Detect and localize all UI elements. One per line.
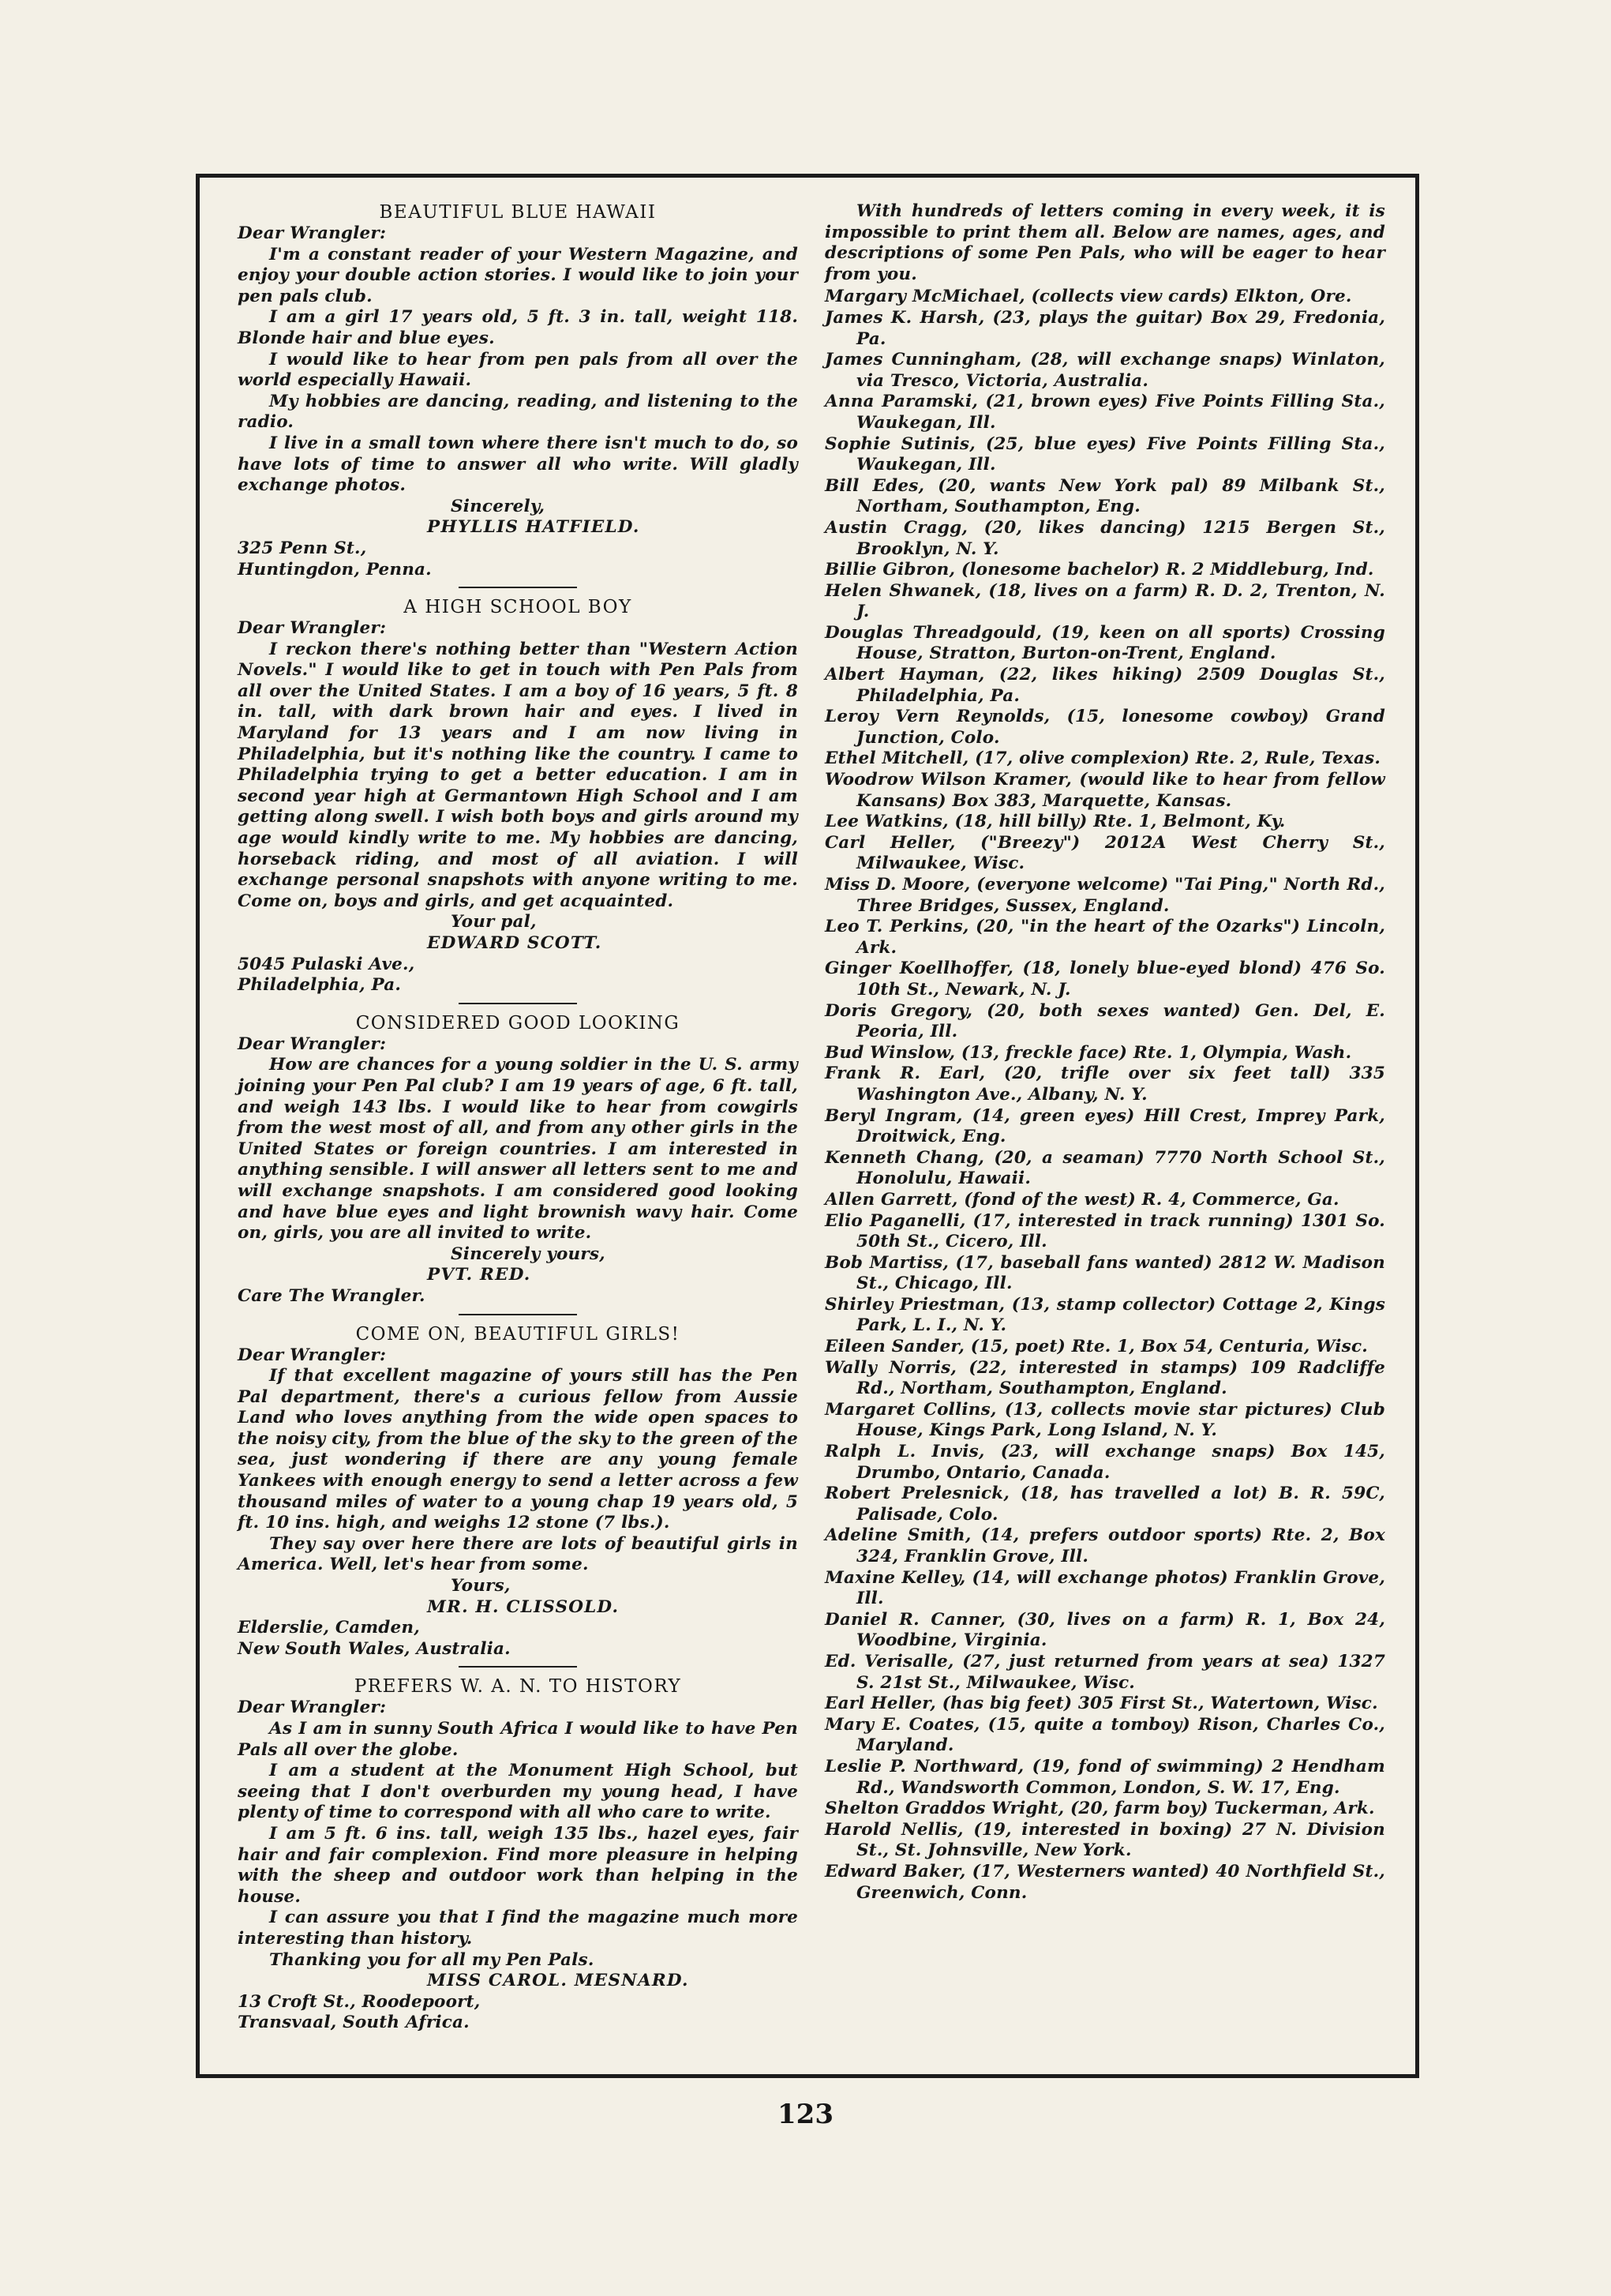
pen-pal-entry: Miss D. Moore, (everyone welcome) "Tai Ping," North Rd., Three Bridges, Sussex, England. [825, 875, 1385, 916]
section-divider [459, 1314, 577, 1315]
pen-pal-entry: Beryl Ingram, (14, green eyes) Hill Crest, Imprey Park, Droitwick, Eng. [825, 1105, 1385, 1147]
letters-container [238, 201, 798, 2034]
letter-paragraph: How are chances for a young soldier in the U. S. army joining your Pen Pal club? I am 19 years of age, 6 ft. tall, and weigh 143 lbs. I would like to hear from cowgirls from the west most of all, and from any other girls in the United States or foreign countries. I am interested in anything sensible. I will answer all letters sent to me and will exchange snapshots. I am considered good looking and have blue eyes and light brownish wavy hair. Come on, girls, you are all invited to write. [238, 1055, 798, 1244]
letter-title: CONSIDERED GOOD LOOKING [355, 1012, 680, 1034]
letter-title: A HIGH SCHOOL BOY [403, 597, 632, 618]
pen-pal-entry: Adeline Smith, (14, prefers outdoor sports) Rte. 2, Box 324, Franklin Grove, Ill. [825, 1525, 1385, 1566]
section-divider [459, 1666, 577, 1668]
letter-closing: Yours, [451, 1576, 511, 1596]
letter-address-line: New South Wales, Australia. [238, 1638, 511, 1659]
letter-paragraph: I would like to hear from pen pals from all over the world especially Hawaii. [238, 349, 798, 391]
pen-pals-column [825, 201, 1385, 1904]
pen-pal-entry: Bob Martiss, (17, baseball fans wanted) 2812 W. Madison St., Chicago, Ill. [825, 1252, 1385, 1294]
letter-paragraph: I reckon there's nothing better than "Western Action Novels." I would like to get in touch with Pen Pals from all over the United States. I am a boy of 16 years, 5 ft. 8 in. tall, with dark brown hair and eyes. I lived in Maryland for 13 years and I am now living in Philadelphia, but it's nothing like the country. I came to Philadelphia trying to get a better education. I am in second year high at Germantown High School and I am getting along swell. I wish both boys and girls around my age would kindly write to me. My hobbies are dancing, horseback riding, and most of all aviation. I will exchange personal snapshots with anyone writing to me. Come on, boys and girls, and get acquainted. [238, 639, 798, 911]
letter-paragraph: I am a girl 17 years old, 5 ft. 3 in. tall, weight 118. Blonde hair and blue eyes. [238, 307, 798, 348]
section-divider [459, 1003, 577, 1004]
pen-pal-entry: Margaret Collins, (13, collects movie star pictures) Club House, Kings Park, Long Island, N. Y. [825, 1399, 1385, 1441]
pen-pal-entry: Kenneth Chang, (20, a seaman) 7770 North School St., Honolulu, Hawaii. [825, 1147, 1385, 1189]
letter-paragraph: I am a student at the Monument High School, but seeing that I don't overburden my young head, I have plenty of time to correspond with all who care to write. [238, 1761, 798, 1823]
letter-paragraph: If that excellent magazine of yours still has the Pen Pal department, there's a curious fellow from Aussie Land who loves anything from the wide open spaces to the noisy city, from the blue of the sky to the green of the sea, just wondering if there are any young female Yankees with enough energy to send a letter across a few thousand miles of water to a young chap 19 years old, 5 ft. 10 ins. high, and weighs 12 stone (7 lbs.). [238, 1366, 798, 1533]
page-frame [196, 174, 1419, 2078]
pen-pal-entry: Maxine Kelley, (14, will exchange photos) Franklin Grove, Ill. [825, 1567, 1385, 1609]
pen-pal-entry: James Cunningham, (28, will exchange snaps) Winlaton, via Tresco, Victoria, Australia. [825, 350, 1385, 391]
pen-pal-entry: Leslie P. Northward, (19, fond of swimming) 2 Hendham Rd., Wandsworth Common, London, S. W. 17, Eng. [825, 1756, 1385, 1798]
letter-paragraph: I can assure you that I find the magazine much more interesting than history. [238, 1908, 798, 1949]
page-number: 123 [777, 2099, 834, 2130]
pen-pal-entry: Wally Norris, (22, interested in stamps) 109 Radcliffe Rd., Northam, Southampton, England. [825, 1357, 1385, 1399]
pen-pal-entry: Robert Prelesnick, (18, has travelled a lot) B. R. 59C, Palisade, Colo. [825, 1484, 1385, 1525]
pen-pal-entry: Eileen Sander, (15, poet) Rte. 1, Box 54, Centuria, Wisc. [825, 1337, 1368, 1357]
pen-pal-entry: Ed. Verisalle, (27, just returned from years at sea) 1327 S. 21st St., Milwaukee, Wisc. [825, 1651, 1385, 1693]
letter-signer: PVT. RED. [427, 1265, 531, 1285]
letter-paragraph: I am 5 ft. 6 ins. tall, weigh 135 lbs., hazel eyes, fair hair and fair complexion. Find more pleasure in helping with the sheep and outdoor work than helping in the house. [238, 1823, 798, 1907]
letter-salutation: Dear Wrangler: [238, 618, 387, 639]
pen-pals-intro: With hundreds of letters coming in every week, it is impossible to print them all. Below are names, ages, and descriptions of some Pen Pals, who will be eager to hear from you. [825, 201, 1385, 284]
letter-paragraph: Thanking you for all my Pen Pals. [269, 1949, 594, 1970]
section-divider [459, 587, 577, 588]
pen-pal-entry: Ralph L. Invis, (23, will exchange snaps) Box 145, Drumbo, Ontario, Canada. [825, 1442, 1385, 1483]
pen-pal-entry: Allen Garrett, (fond of the west) R. 4, Commerce, Ga. [825, 1189, 1339, 1210]
letter-address-line: 13 Croft St., Roodepoort, [238, 1991, 481, 2012]
pen-pal-entry: Shirley Priestman, (13, stamp collector) Cottage 2, Kings Park, L. I., N. Y. [825, 1294, 1385, 1336]
letter-salutation: Dear Wrangler: [238, 223, 387, 243]
pen-pal-entry: Elio Paganelli, (17, interested in track running) 1301 So. 50th St., Cicero, Ill. [825, 1210, 1385, 1252]
pen-pal-entry: Shelton Graddos Wright, (20, farm boy) Tuckerman, Ark. [825, 1799, 1375, 1819]
pen-pal-entry: Margary McMichael, (collects view cards) Elkton, Ore. [825, 287, 1352, 307]
letter-address-line: Elderslie, Camden, [238, 1618, 420, 1638]
letter [238, 201, 798, 580]
letter [238, 1323, 798, 1660]
letter-address-line: Transvaal, South Africa. [238, 2013, 470, 2033]
letter [238, 1675, 798, 2034]
letter [238, 1012, 798, 1307]
pen-pal-entry: Sophie Sutinis, (25, blue eyes) Five Points Filling Sta., Waukegan, Ill. [825, 433, 1385, 475]
pen-pal-entry: Edward Baker, (17, Westerners wanted) 40 Northfield St., Greenwich, Conn. [825, 1861, 1385, 1903]
pen-pal-entry: Albert Hayman, (22, likes hiking) 2509 Douglas St., Philadelphia, Pa. [825, 665, 1385, 706]
pen-pal-entry: Anna Paramski, (21, brown eyes) Five Points Filling Sta., Waukegan, Ill. [825, 392, 1385, 433]
pen-pal-entry: Earl Heller, (has big feet) 305 First St., Watertown, Wisc. [825, 1694, 1378, 1714]
pen-pal-entry: Bill Edes, (20, wants New York pal) 89 Milbank St., Northam, Southampton, Eng. [825, 475, 1385, 517]
letter-signer: PHYLLIS HATFIELD. [427, 517, 640, 538]
letter-title: BEAUTIFUL BLUE HAWAII [379, 202, 657, 223]
pen-pal-entry: Carl Heller, ("Breezy") 2012A West Cherry St., Milwaukee, Wisc. [825, 832, 1385, 874]
letter-address-line: 5045 Pulaski Ave., [238, 954, 415, 974]
pen-pal-entry: Ethel Mitchell, (17, olive complexion) Rte. 2, Rule, Texas. [825, 748, 1381, 769]
letter-paragraph: I'm a constant reader of your Western Magazine, and enjoy your double action stories. I would like to join your pen pals club. [238, 244, 798, 306]
letters-column [238, 201, 798, 2040]
letter-title: COME ON, BEAUTIFUL GIRLS! [355, 1323, 680, 1345]
letter-paragraph: As I am in sunny South Africa I would like to have Pen Pals all over the globe. [238, 1719, 798, 1760]
letter-title: PREFERS W. A. N. TO HISTORY [354, 1676, 682, 1698]
letter-closing: Sincerely yours, [451, 1244, 605, 1264]
pen-pal-entry: Ginger Koellhoffer, (18, lonely blue-eyed blond) 476 So. 10th St., Newark, N. J. [825, 959, 1385, 1000]
letter-address-line: Huntingdon, Penna. [238, 559, 432, 580]
pen-pal-entry: Bud Winslow, (13, freckle face) Rte. 1, Olympia, Wash. [825, 1042, 1352, 1063]
letter-paragraph: They say over here there are lots of beautiful girls in America. Well, let's hear from some. [238, 1533, 798, 1575]
letter-signer: MISS CAROL. MESNARD. [427, 1971, 689, 1991]
pen-pal-entry: Daniel R. Canner, (30, lives on a farm) R. 1, Box 24, Woodbine, Virginia. [825, 1609, 1385, 1651]
pen-pal-entry: Leroy Vern Reynolds, (15, lonesome cowboy) Grand Junction, Colo. [825, 707, 1385, 748]
letter-paragraph: My hobbies are dancing, reading, and listening to the radio. [238, 391, 798, 433]
pen-pal-entry: Frank R. Earl, (20, trifle over six feet tall) 335 Washington Ave., Albany, N. Y. [825, 1064, 1385, 1105]
letter-closing: Your pal, [451, 912, 537, 932]
letter-signer: MR. H. CLISSOLD. [427, 1596, 620, 1617]
letter-closing: Sincerely, [451, 496, 545, 516]
letter-address-line: 325 Penn St., [238, 538, 367, 558]
pen-pals-list [825, 287, 1385, 1904]
letter-address-line: Philadelphia, Pa. [238, 975, 402, 996]
pen-pal-entry: Harold Nellis, (19, interested in boxing) 27 N. Division St., St. Johnsville, New York. [825, 1819, 1385, 1861]
pen-pal-entry: Doris Gregory, (20, both sexes wanted) Gen. Del, E. Peoria, Ill. [825, 1000, 1385, 1042]
pen-pal-entry: Billie Gibron, (lonesome bachelor) R. 2 Middleburg, Ind. [825, 560, 1374, 580]
pen-pal-entry: Lee Watkins, (18, hill billy) Rte. 1, Belmont, Ky. [825, 812, 1286, 832]
pen-pal-entry: Austin Cragg, (20, likes dancing) 1215 Bergen St., Brooklyn, N. Y. [825, 517, 1385, 559]
pen-pal-entry: Woodrow Wilson Kramer, (would like to hear from fellow Kansans) Box 383, Marquette, Kansas. [825, 770, 1385, 811]
letter [238, 596, 798, 996]
pen-pal-entry: Leo T. Perkins, (20, "in the heart of the Ozarks") Lincoln, Ark. [825, 917, 1385, 958]
letter-salutation: Dear Wrangler: [238, 1698, 387, 1718]
letter-address-line: Care The Wrangler. [238, 1285, 425, 1306]
letter-paragraph: I live in a small town where there isn't much to do, so have lots of time to answer all who write. Will gladly exchange photos. [238, 433, 798, 496]
pen-pal-entry: James K. Harsh, (23, plays the guitar) Box 29, Fredonia, Pa. [825, 307, 1385, 349]
letter-salutation: Dear Wrangler: [238, 1034, 387, 1054]
pen-pal-entry: Helen Shwanek, (18, lives on a farm) R. D. 2, Trenton, N. J. [825, 580, 1385, 622]
pen-pal-entry: Douglas Threadgould, (19, keen on all sports) Crossing House, Stratton, Burton-on-Trent, England. [825, 622, 1385, 664]
letter-signer: EDWARD SCOTT. [427, 933, 602, 953]
pen-pal-entry: Mary E. Coates, (15, quite a tomboy) Rison, Charles Co., Maryland. [825, 1714, 1385, 1756]
letter-salutation: Dear Wrangler: [238, 1345, 387, 1365]
